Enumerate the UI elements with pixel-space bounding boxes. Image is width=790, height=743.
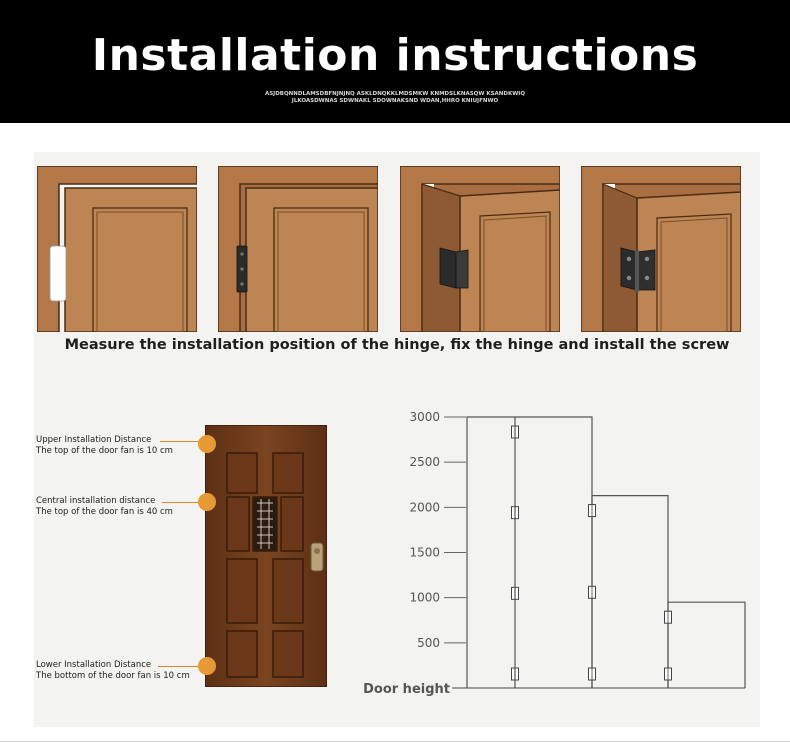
door-handle-icon xyxy=(311,543,323,571)
screw-icon xyxy=(645,257,649,261)
y-tick-label: 2000 xyxy=(409,500,440,515)
y-tick-label: 3000 xyxy=(409,410,440,424)
hinge-leaf-left xyxy=(440,248,456,288)
step-fix-hinge-illustration xyxy=(400,166,560,332)
door-outline xyxy=(592,496,668,688)
screw-icon xyxy=(627,257,631,261)
callout-upper-detail: The top of the door fan is 10 cm xyxy=(36,446,173,456)
screw-icon xyxy=(645,276,649,280)
y-tick-label: 500 xyxy=(417,635,440,650)
header-subline-2: JLKOASDWNAS SDWNAKL SDOWNAKSND WDAN,HHRO KNIUJFNWO xyxy=(291,98,499,104)
lower-position-marker xyxy=(198,657,216,675)
step-measure-illustration xyxy=(37,166,197,332)
hinge-leaf-right xyxy=(456,250,468,288)
callout-central xyxy=(36,496,173,518)
door-outlines xyxy=(467,417,745,688)
hinge-slot-mark xyxy=(50,246,66,301)
callout-lower-title: Lower Installation Distance xyxy=(36,660,152,670)
callout-central-detail: The top of the door fan is 40 cm xyxy=(36,507,173,517)
y-tick-label: 2500 xyxy=(409,455,440,470)
callout-upper-leader xyxy=(160,441,200,442)
y-axis-label: Door height xyxy=(363,682,450,697)
steps-caption: Measure the installation position of the hinge, fix the hinge and install the screw xyxy=(64,337,730,353)
callout-lower-leader xyxy=(158,666,200,667)
y-tick-label: 1500 xyxy=(409,545,440,560)
header-subline-1: ASJDBQNNDLAMSDBFNJNJNQ ASKLDNQKKLMDSMKW KNMDSLKNASQW KSANDKWIQ xyxy=(264,91,526,97)
hinge-leaf-left xyxy=(621,248,637,290)
callout-central-leader xyxy=(162,502,200,503)
bottom-divider xyxy=(0,741,790,742)
door-outline xyxy=(668,602,745,688)
callout-lower xyxy=(36,660,190,682)
upper-position-marker xyxy=(198,435,216,453)
door-outline xyxy=(467,417,592,688)
callout-upper-title: Upper Installation Distance xyxy=(36,435,152,445)
step-install-screw-illustration xyxy=(581,166,741,332)
callout-lower-detail: The bottom of the door fan is 10 cm xyxy=(36,671,190,681)
door-illustration xyxy=(205,425,327,687)
page-title: Installation instructions xyxy=(91,30,699,81)
hinge-leaf-right xyxy=(637,250,655,290)
screw-icon xyxy=(627,276,631,280)
central-position-marker xyxy=(198,493,216,511)
step-mark-illustration xyxy=(218,166,378,332)
y-axis-ticks xyxy=(409,410,466,650)
header-banner xyxy=(0,0,790,123)
callout-upper xyxy=(36,435,173,457)
door-height-diagram xyxy=(355,405,760,705)
callout-central-title: Central installation distance xyxy=(36,496,156,506)
y-tick-label: 1000 xyxy=(409,590,440,605)
